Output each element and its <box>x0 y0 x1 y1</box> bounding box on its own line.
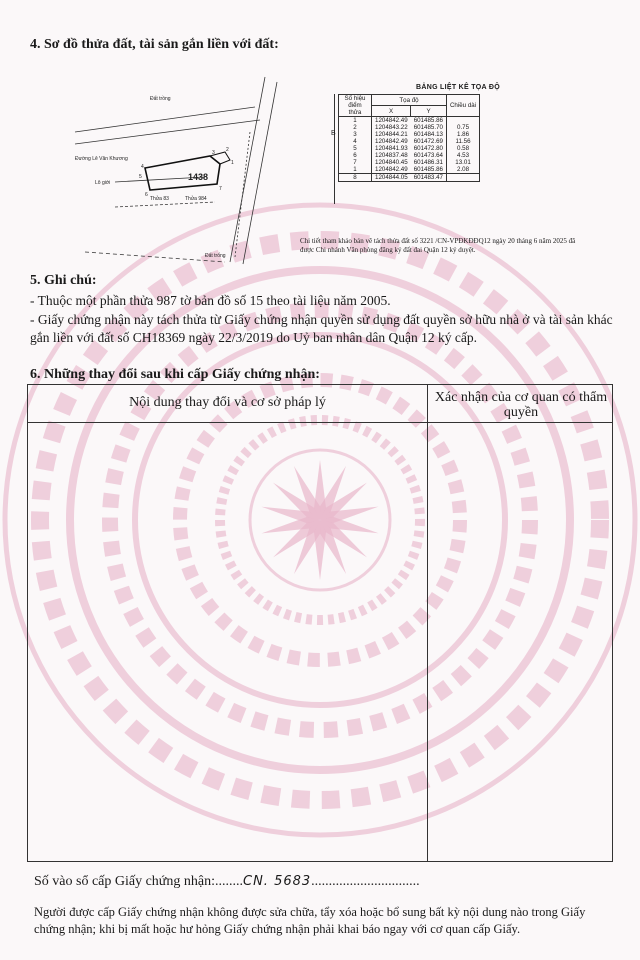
cell-x: 1204840.45 <box>375 159 408 166</box>
registry-label: Số vào sổ cấp Giấy chứng nhận: <box>34 874 215 889</box>
col-point: Số hiệu điểm thửa <box>339 95 372 117</box>
registry-line <box>34 874 420 890</box>
approval-column-header: Xác nhận của cơ quan có thẩm quyền <box>434 390 608 420</box>
table-row <box>339 138 480 145</box>
cell-length <box>446 174 479 182</box>
diagram-label-4: Thửa 984 <box>185 196 207 202</box>
warning-text: Người được cấp Giấy chứng nhận không được sửa chữa, tẩy xóa hoặc bổ sung bất kỳ nội dung nào trong Giấy chứng nhận; khi bị mất hoặc hư hỏng Giấy chứng nhận phải khai báo ngay với cơ quan cấp Giấy. <box>34 905 586 936</box>
table-row <box>339 131 480 138</box>
col-length: Chiều dài <box>446 95 479 117</box>
cell-x: 1204841.93 <box>375 145 408 152</box>
table-row <box>339 117 480 125</box>
cell-point: 2 <box>339 124 372 131</box>
coordinate-grid <box>338 94 480 182</box>
diagram-label-2: Thửa 83 <box>150 196 169 202</box>
table-row <box>339 124 480 131</box>
cell-point: 5 <box>339 145 372 152</box>
section5-heading: 5. Ghi chú: <box>30 273 97 288</box>
section4-heading: 4. Sơ đồ thửa đất, tài sản gắn liền với đất: <box>30 37 279 52</box>
cell-x: 1204837.48 <box>375 152 408 159</box>
diagram-label-1: Đường Lê Văn Khương <box>75 156 128 162</box>
cell-x: 1204842.49 <box>375 117 408 124</box>
diagram-label-3: Lô giới <box>95 180 111 186</box>
cell-y: 601473.64 <box>413 152 443 159</box>
cell-x: 1204843.22 <box>375 124 408 131</box>
note-2: - Giấy chứng nhận này tách thửa từ Giấy chứng nhận quyền sử dụng đất quyền sở hữu nhà ở và tài sản khác gắn liền với đất số CH18369 ngày 22/3/2019 do Uỷ ban nhân dân Quận 12 ký cấp. <box>30 312 613 345</box>
svg-text:2: 2 <box>226 147 229 153</box>
cell-length: 1.86 <box>446 131 479 138</box>
cell-x: 1204844.05 <box>375 174 408 181</box>
table-row <box>339 166 480 174</box>
table-row <box>339 152 480 159</box>
cell-y: 601472.80 <box>413 145 443 152</box>
cell-point: 3 <box>339 131 372 138</box>
cell-y: 601485.70 <box>413 124 443 131</box>
registry-dots-after: ............................... <box>311 874 420 889</box>
cell-x: 1204842.49 <box>375 138 408 145</box>
cell-length: 2.08 <box>446 166 479 174</box>
table-row <box>339 145 480 152</box>
cell-y: 601472.69 <box>413 138 443 145</box>
coordinate-note: Chi tiết tham khảo bản vẽ tách thửa đất số 3221 /CN-VPĐKĐĐQ12 ngày 20 tháng 6 năm 2025 đã được Chi nhánh Văn phòng đăng ký đất đai Quận 12 ký duyệt. <box>300 237 576 254</box>
diagram-label-0: Đất trồng <box>150 96 171 102</box>
changes-table <box>27 384 613 862</box>
table-row <box>339 159 480 166</box>
cell-point: 1 <box>339 166 372 174</box>
col-y: Y <box>411 106 447 117</box>
svg-text:1: 1 <box>231 160 234 166</box>
north-arrow <box>334 94 335 204</box>
header-divider <box>28 422 612 423</box>
table-row <box>339 174 480 182</box>
note-1: - Thuộc một phần thửa 987 tờ bản đồ số 15 theo tài liệu năm 2005. <box>30 293 391 308</box>
cell-y: 601486.31 <box>413 159 443 166</box>
parcel-diagram <box>55 72 295 272</box>
section6-heading: 6. Những thay đổi sau khi cấp Giấy chứng nhận: <box>30 367 320 382</box>
side-label: B <box>331 130 336 137</box>
registry-number: CN. 5683 <box>243 874 312 889</box>
cell-point: 8 <box>339 174 372 182</box>
svg-text:6: 6 <box>145 192 148 198</box>
cell-point: 7 <box>339 159 372 166</box>
cell-point: 4 <box>339 138 372 145</box>
cell-y: 601484.13 <box>413 131 443 138</box>
cell-length: 0.58 <box>446 145 479 152</box>
registry-dots-before: ........ <box>215 874 243 889</box>
cell-length <box>446 117 479 125</box>
coordinate-table-title: BẢNG LIỆT KÊ TỌA ĐỘ <box>416 84 500 91</box>
cell-y: 601483.47 <box>413 174 443 181</box>
coordinate-table <box>331 84 578 182</box>
col-x: X <box>372 106 411 117</box>
cell-y: 601485.86 <box>413 117 443 124</box>
cell-x: 1204844.21 <box>375 131 408 138</box>
cell-length: 4.53 <box>446 152 479 159</box>
cell-point: 6 <box>339 152 372 159</box>
parcel-number: 1438 <box>188 172 209 182</box>
diagram-label-5: Đất trống <box>205 253 226 259</box>
col-coord: Tọa độ <box>372 95 447 106</box>
cell-point: 1 <box>339 117 372 125</box>
svg-text:3: 3 <box>212 150 215 156</box>
svg-text:7: 7 <box>219 186 222 192</box>
cell-length: 13.01 <box>446 159 479 166</box>
svg-text:4: 4 <box>141 164 144 170</box>
cell-length: 11.56 <box>446 138 479 145</box>
cell-length: 0.75 <box>446 124 479 131</box>
changes-column-header: Nội dung thay đổi và cơ sở pháp lý <box>129 395 326 410</box>
cell-x: 1204842.49 <box>375 166 408 173</box>
column-divider <box>427 385 428 861</box>
cell-y: 601485.86 <box>413 166 443 173</box>
svg-text:5: 5 <box>139 174 142 180</box>
